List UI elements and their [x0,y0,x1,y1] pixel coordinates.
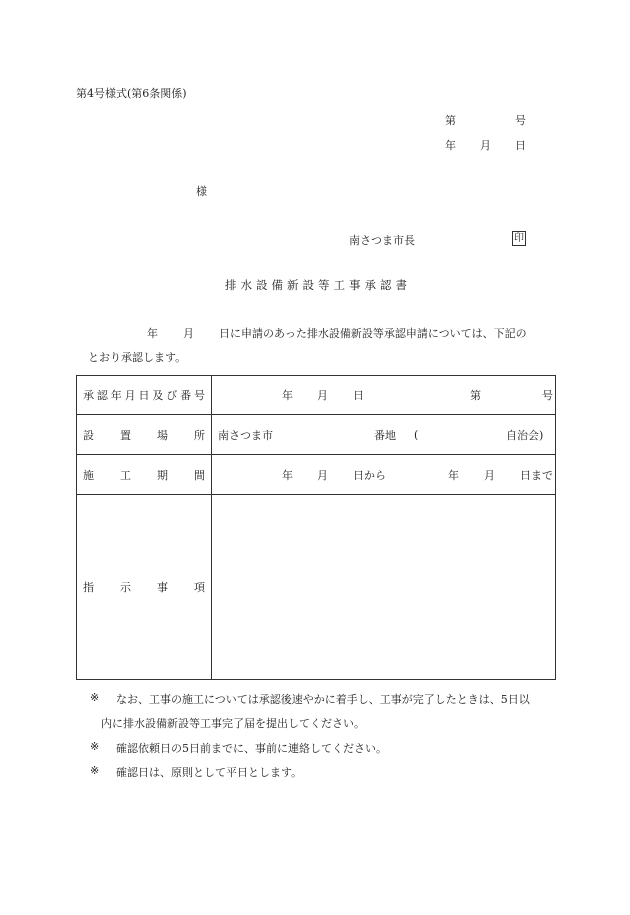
approval-month: 月 [317,389,328,402]
row-label-period: 施工期間 [77,455,212,495]
approval-year: 年 [282,389,293,402]
location-city: 南さつま市 [218,428,273,442]
location-paren-open: ( [414,428,419,441]
table-row [77,495,556,680]
period-end-month: 月 [484,468,495,482]
addressee-suffix: 様 [196,185,207,198]
location-banchi: 番地 [374,428,396,442]
row-label-instructions: 指示事項 [77,495,212,680]
period-end-day: 日まで [520,468,553,482]
row-value-approval [212,376,556,415]
table-row [77,415,556,455]
row-value-period [212,455,556,495]
row-value-location [212,415,556,455]
note1-line2: 内に排水設備新設等工事完了届を提出してください。 [101,717,365,730]
note3-mark: ※ [90,764,100,777]
location-jichikai: 自治会) [506,428,544,442]
row-label-approval: 承認年月日及び番号 [77,376,212,415]
seal-mark: 印 [514,233,524,244]
table-row [77,376,556,415]
period-start-day: 日から [353,468,386,482]
body-text-line2: とおり承認します。 [88,351,187,364]
number-dai: 第 [445,114,456,127]
date-year: 年 [445,139,456,152]
note1-mark: ※ [90,691,100,704]
date-month: 月 [480,139,491,152]
period-end-year: 年 [448,468,459,482]
form-number: 第4号様式(第6条関係) [76,87,187,100]
note1-line1: なお、工事の施工については承認後速やかに着手し、工事が完了したときは、5日以 [116,693,530,706]
body-text-line1: 日に申請のあった排水設備新設等承認申請については、下記の [219,327,527,340]
document-title: 排水設備新設等工事承認書 [225,278,411,292]
period-start-year: 年 [282,468,293,482]
note3-text: 確認日は、原則として平日とします。 [116,766,303,779]
issuer-name: 南さつま市長 [349,234,415,247]
approval-dai: 第 [470,389,481,402]
number-go: 号 [515,114,526,127]
period-start-month: 月 [317,468,328,482]
approval-day: 日 [353,389,364,402]
note2-text: 確認依頼日の5日前までに、事前に連絡してください。 [116,742,387,755]
body-year: 年 [147,327,158,340]
date-day: 日 [515,139,526,152]
table-row [77,455,556,495]
approval-go: 号 [542,389,553,402]
row-label-location: 設置場所 [77,415,212,455]
approval-table [76,375,556,680]
note2-mark: ※ [90,740,100,753]
body-month: 月 [183,327,194,340]
row-value-instructions [212,495,556,680]
